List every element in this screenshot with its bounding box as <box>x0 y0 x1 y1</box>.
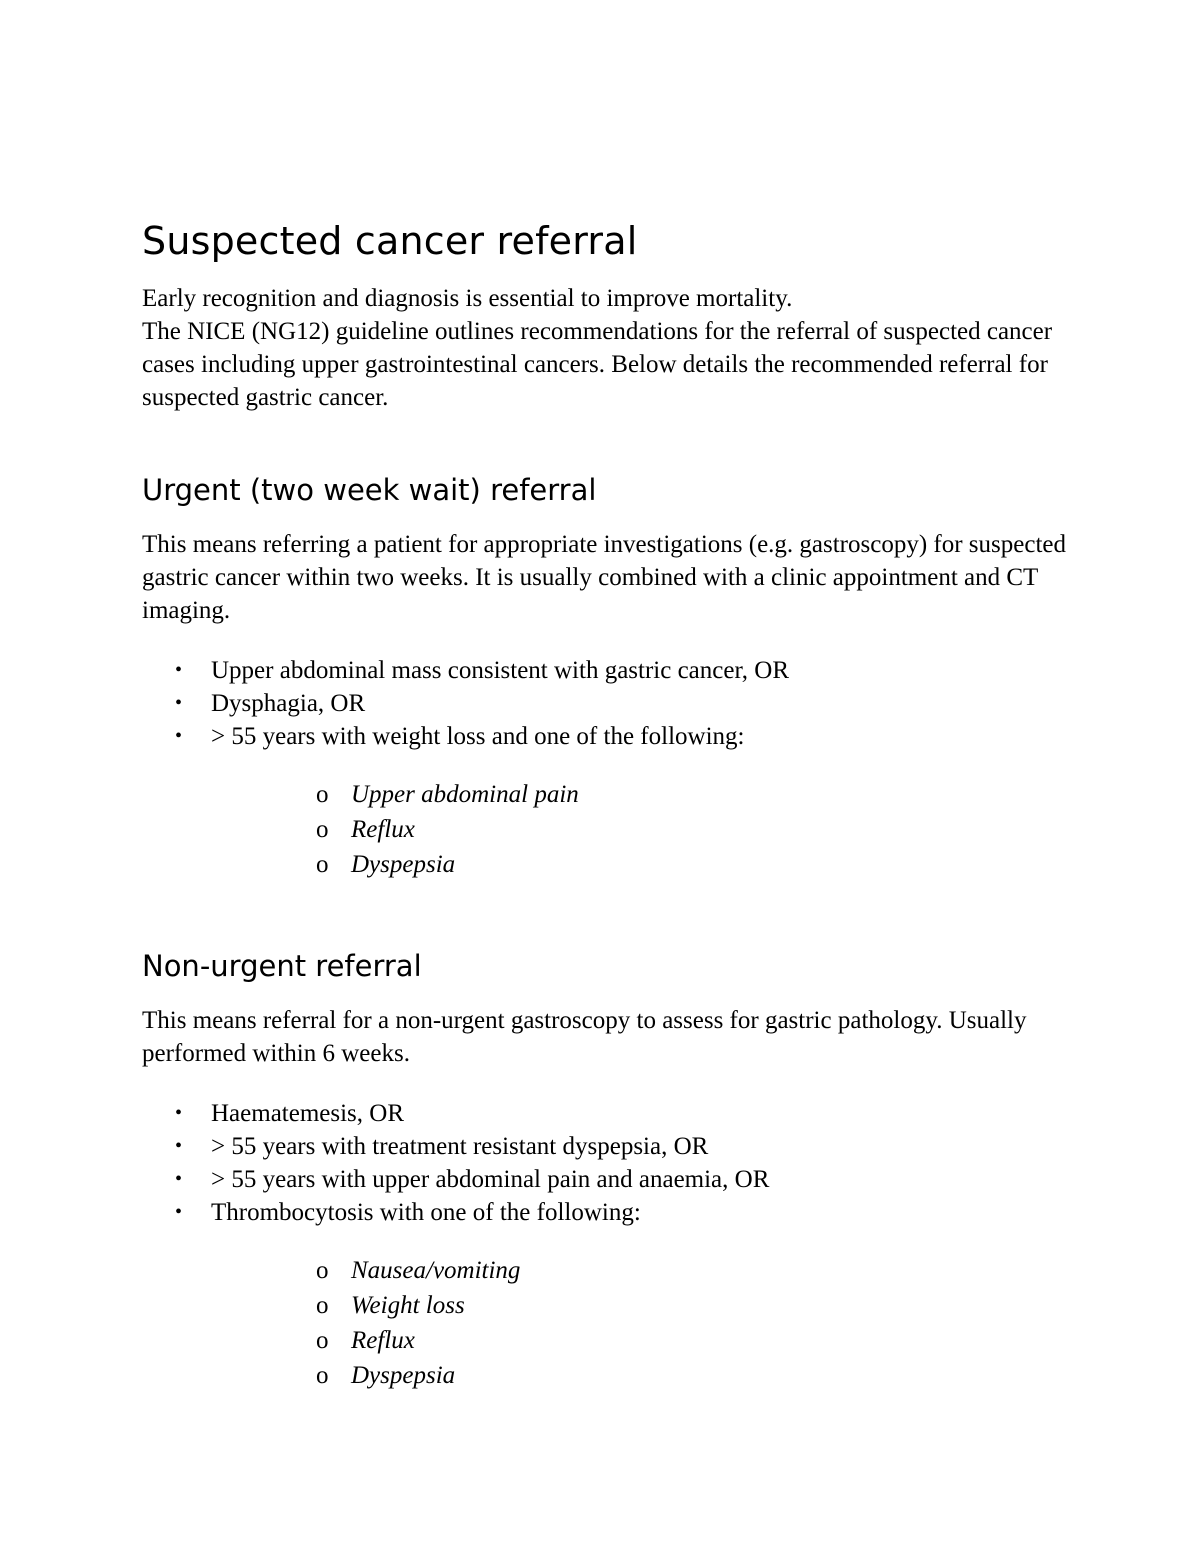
list-item <box>142 1163 1082 1196</box>
circle-bullet-icon: o <box>316 1257 329 1284</box>
list-item-text: Haematemesis, OR <box>211 1100 405 1127</box>
document-title: Suspected cancer referral <box>142 219 638 263</box>
list-item-text: > 55 years with upper abdominal pain and anaemia, OR <box>211 1166 770 1193</box>
bullet-icon: • <box>175 659 183 681</box>
document-page <box>142 210 1082 1393</box>
sub-list-item-text: Dyspepsia <box>351 851 456 878</box>
list-item <box>142 654 1082 687</box>
list-item <box>142 720 1082 882</box>
urgent-criteria-list <box>142 654 1082 882</box>
sub-list-item-text: Upper abdominal pain <box>351 781 579 808</box>
circle-bullet-icon: o <box>316 1327 329 1354</box>
list-item-text: > 55 years with weight loss and one of the following: <box>211 723 745 750</box>
non-urgent-sub-list <box>211 1253 1082 1393</box>
circle-bullet-icon: o <box>316 781 329 808</box>
urgent-sub-list <box>211 777 1082 882</box>
bullet-icon: • <box>175 1135 183 1157</box>
intro-section <box>142 282 1082 414</box>
circle-bullet-icon: o <box>316 1362 329 1389</box>
sub-list-item-text: Nausea/vomiting <box>351 1257 521 1284</box>
sub-list-item-text: Weight loss <box>351 1292 465 1319</box>
sub-list-item <box>211 777 1082 812</box>
sub-list-item-text: Reflux <box>351 816 415 843</box>
sub-list-item <box>211 1288 1082 1323</box>
non-urgent-referral-section <box>142 944 1082 1393</box>
bullet-icon: • <box>175 1201 183 1223</box>
urgent-referral-heading: Urgent (two week wait) referral <box>142 473 597 507</box>
sub-list-item <box>211 1358 1082 1393</box>
sub-list-item <box>211 1323 1082 1358</box>
urgent-referral-section <box>142 468 1082 882</box>
non-urgent-referral-description: This means referral for a non-urgent gastroscopy to assess for gastric pathology. Usually performed within 6 weeks. <box>142 1007 1027 1067</box>
bullet-icon: • <box>175 1102 183 1124</box>
bullet-icon: • <box>175 1168 183 1190</box>
list-item <box>142 687 1082 720</box>
non-urgent-referral-heading: Non-urgent referral <box>142 949 422 983</box>
intro-line-2: The NICE (NG12) guideline outlines recommendations for the referral of suspected cancer cases including upper gastrointestinal cancers. Below details the recommended referral for suspected gastric cancer. <box>142 318 1053 411</box>
list-item <box>142 1196 1082 1393</box>
non-urgent-criteria-list <box>142 1097 1082 1393</box>
bullet-icon: • <box>175 725 183 747</box>
list-item <box>142 1130 1082 1163</box>
list-item <box>142 1097 1082 1130</box>
urgent-referral-description: This means referring a patient for appropriate investigations (e.g. gastroscopy) for suspected gastric cancer within two weeks. It is usually combined with a clinic appointment and CT imaging. <box>142 531 1066 624</box>
bullet-icon: • <box>175 692 183 714</box>
circle-bullet-icon: o <box>316 1292 329 1319</box>
sub-list-item <box>211 1253 1082 1288</box>
sub-list-item-text: Reflux <box>351 1327 415 1354</box>
circle-bullet-icon: o <box>316 816 329 843</box>
sub-list-item <box>211 812 1082 847</box>
circle-bullet-icon: o <box>316 851 329 878</box>
list-item-text: > 55 years with treatment resistant dyspepsia, OR <box>211 1133 709 1160</box>
intro-line-1: Early recognition and diagnosis is essential to improve mortality. <box>142 285 793 312</box>
list-item-text: Dysphagia, OR <box>211 690 366 717</box>
sub-list-item-text: Dyspepsia <box>351 1362 456 1389</box>
list-item-text: Thrombocytosis with one of the following: <box>211 1199 641 1226</box>
sub-list-item <box>211 847 1082 882</box>
list-item-text: Upper abdominal mass consistent with gastric cancer, OR <box>211 657 790 684</box>
